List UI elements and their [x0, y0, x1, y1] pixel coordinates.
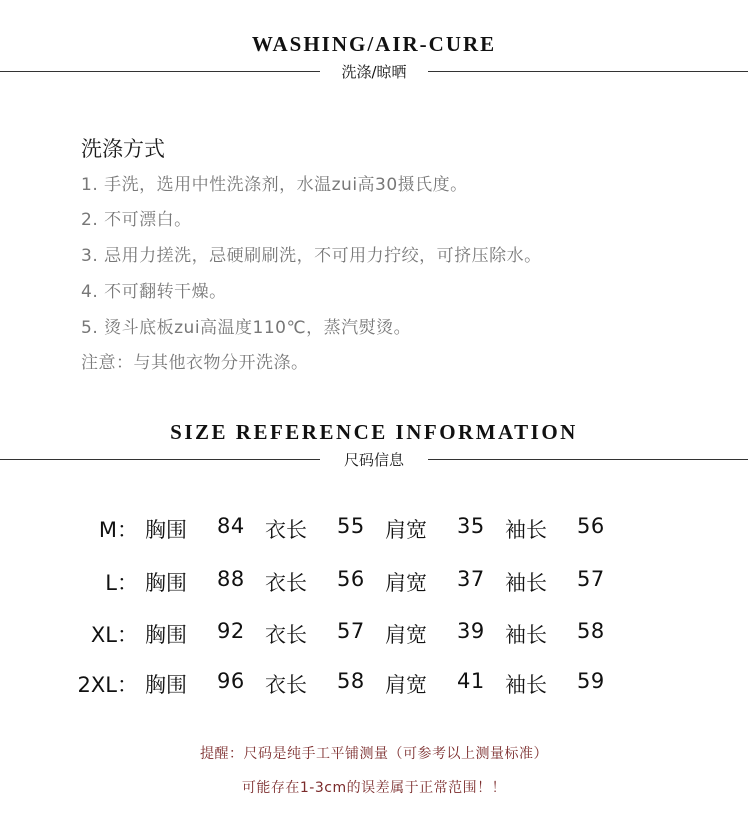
length-label: 衣长 — [265, 571, 307, 595]
shoulder-label: 肩宽 — [385, 518, 427, 542]
length-value: 55 — [337, 514, 365, 538]
shoulder-value: 35 — [457, 514, 485, 538]
shoulder-value: 37 — [457, 567, 485, 591]
chest-value: 84 — [217, 514, 245, 538]
error-range-note: 可能存在1-3cm的误差属于正常范围！！ — [241, 780, 507, 796]
sleeve-value: 59 — [577, 669, 605, 693]
washing-note: 注意：与其他衣物分开洗涤。 — [81, 353, 309, 373]
chest-value: 92 — [217, 619, 245, 643]
washing-section-title: WASHING/AIR-CURE — [251, 32, 497, 56]
shoulder-value: 39 — [457, 619, 485, 643]
washing-line: 1. 手洗，选用中性洗涤剂，水温zui高30摄氏度。 — [81, 175, 468, 195]
size-label: 2XL： — [77, 673, 138, 697]
sleeve-value: 58 — [577, 619, 605, 643]
size-row — [0, 669, 748, 701]
length-value: 56 — [337, 567, 365, 591]
sleeve-label: 袖长 — [505, 673, 547, 697]
chest-label: 胸围 — [145, 571, 187, 595]
length-value: 57 — [337, 619, 365, 643]
washing-line: 3. 忌用力搓洗，忌硬刷刷洗，不可用力拧绞，可挤压除水。 — [81, 246, 542, 266]
sleeve-label: 袖长 — [505, 623, 547, 647]
size-row — [0, 567, 748, 599]
chest-label: 胸围 — [145, 673, 187, 697]
length-label: 衣长 — [265, 518, 307, 542]
length-label: 衣长 — [265, 673, 307, 697]
sleeve-label: 袖长 — [505, 571, 547, 595]
size-row — [0, 619, 748, 651]
chest-label: 胸围 — [145, 623, 187, 647]
washing-line: 4. 不可翻转干燥。 — [81, 282, 227, 302]
chest-value: 96 — [217, 669, 245, 693]
shoulder-label: 肩宽 — [385, 673, 427, 697]
shoulder-label: 肩宽 — [385, 623, 427, 647]
length-label: 衣长 — [265, 623, 307, 647]
sleeve-value: 56 — [577, 514, 605, 538]
size-label: XL： — [90, 623, 138, 647]
size-label: M： — [98, 518, 138, 542]
measurement-reminder: 提醒：尺码是纯手工平铺测量（可参考以上测量标准） — [200, 746, 548, 762]
washing-line: 5. 烫斗底板zui高温度110℃，蒸汽熨烫。 — [81, 318, 412, 338]
washing-heading: 洗涤方式 — [81, 137, 165, 161]
chest-label: 胸围 — [145, 518, 187, 542]
washing-line: 2. 不可漂白。 — [81, 210, 192, 230]
washing-section-subtitle: 洗涤/晾晒 — [341, 63, 407, 81]
size-section-subtitle: 尺码信息 — [343, 451, 404, 469]
shoulder-label: 肩宽 — [385, 571, 427, 595]
shoulder-value: 41 — [457, 669, 485, 693]
sleeve-value: 57 — [577, 567, 605, 591]
sleeve-label: 袖长 — [505, 518, 547, 542]
size-label: L： — [105, 571, 138, 595]
length-value: 58 — [337, 669, 365, 693]
chest-value: 88 — [217, 567, 245, 591]
size-row — [0, 514, 748, 546]
size-section-title: SIZE REFERENCE INFORMATION — [170, 420, 578, 444]
